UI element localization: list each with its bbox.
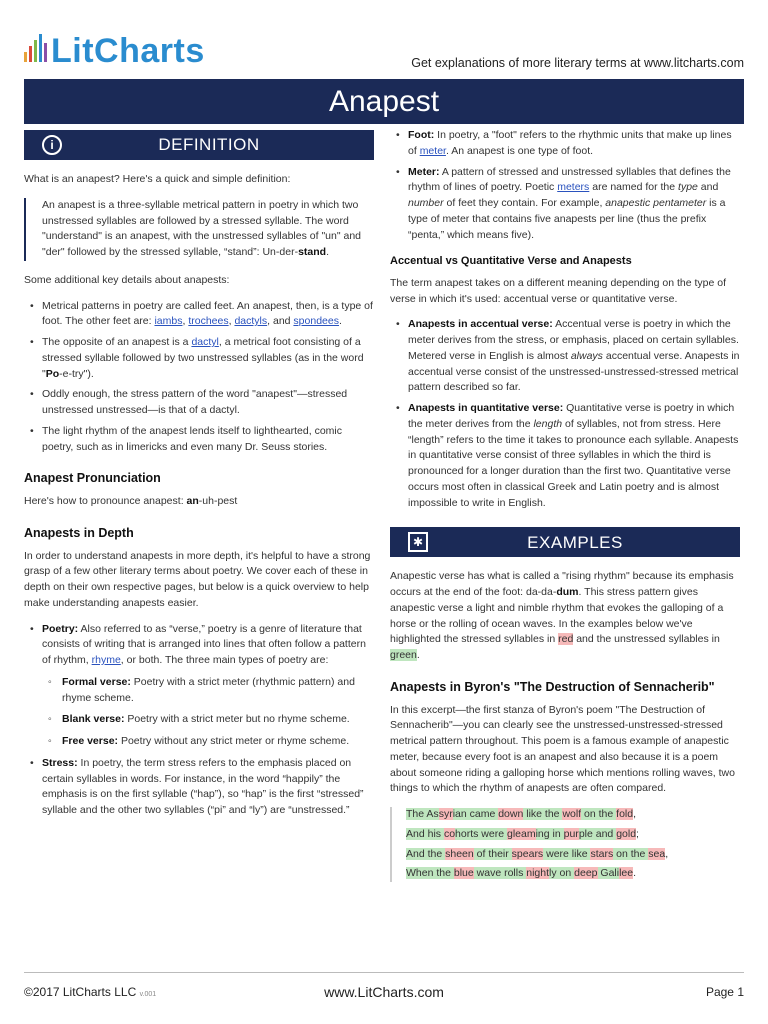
list-item: • Meter: A pattern of stressed and unstressed syllables that defines the rhythm of lines of poetry. Poetic meters are named for the type and number of feet they contain. For example, anapestic pentameter is a type of meter that contains five anapests per line (thus the prefix “penta,” which means five). [390,165,740,244]
accentual-list [390,317,740,511]
depth-list-continued [390,128,740,243]
punctuation: , [633,808,637,820]
byron-poem-excerpt [390,807,740,882]
key-details-list [24,299,374,456]
dactyls-link[interactable]: dactyls [234,315,268,328]
poem-line [406,866,740,882]
pronunciation-heading: Anapest Pronunciation [24,471,161,486]
stressed-syllable: co [443,827,456,840]
stressed-syllable: sea [648,847,666,860]
list-item: • Foot: In poetry, a "foot" refers to the rhythmic units that make up lines of meter. An anapest is one type of foot. [390,128,740,160]
unstressed-syllable: ly on [549,867,575,880]
list-item: • Poetry: Also referred to as “verse,” poetry is a genre of literature that consists of writing that is arranged into lines that often follow a pattern of rhythm, rhyme, or both. The three main types of poetry are: ◦ Formal verse: Poetry with a strict meter (rhythmic pattern) and rhyme scheme. ◦ Blank verse: Poetry with a strict meter but no rhyme scheme. ◦ Free verse: Poetry without any strict meter or rhyme scheme. [24,622,374,750]
unstressed-syllable: And the [406,847,446,860]
info-icon: i [42,135,62,155]
stressed-syllable: spears [511,847,544,860]
unstressed-syllable: The As [406,808,439,820]
unstressed-syllable: When the [406,867,454,880]
header-tagline: Get explanations of more literary terms at www.litcharts.com [411,56,744,70]
unstressed-syllable: like the [523,808,563,820]
footer-site-link[interactable]: www.LitCharts.com [324,984,444,1000]
dactyl-link[interactable]: dactyl [191,336,219,348]
verse-types-list [42,675,374,750]
stressed-syllable: lee [619,867,634,880]
page-header [24,30,744,74]
meter-link[interactable]: meter [419,144,446,157]
unstressed-syllable: ple and [578,827,617,840]
unstressed-syllable: horts were [455,827,507,840]
poem-line [406,827,740,843]
stressed-syllable: fold [616,808,634,820]
unstressed-syllable: ing in [535,827,564,840]
logo-bars-icon [24,34,47,62]
accentual-heading: Accentual vs Quantitative Verse and Anapests [390,255,632,268]
unstressed-syllable: on the [613,847,649,860]
unstressed-syllable: Gali [597,867,620,880]
accentual-intro: The term anapest takes on a different meaning depending on the type of verse in which it's used: accentual verse or quantitative verse. [390,276,727,305]
list-item: • Anapests in accentual verse: Accentual verse is poetry in which the meter derives from the stress, or emphasis, placed on certain syllables. Metered verse in English is almost always accentual verse. Anapests in accentual verse consist of the unstressed-unstressed-stressed metrical pattern described so far. [390,317,740,396]
definition-intro: What is an anapest? Here's a quick and simple definition: [24,173,291,185]
depth-intro: In order to understand anapests in more depth, it's helpful to have a strong grasp of a few other literary terms about poetry. We cover each of these in depth on their own respective pages, but below is a quick overview to help make understanding anapests easier. [24,549,371,609]
title-bar [24,79,744,124]
punctuation: ; [636,827,639,840]
stressed-syllable: pur [563,827,579,840]
unstressed-syllable: on the [581,808,617,820]
right-column [390,128,740,886]
trochees-link[interactable]: trochees [188,315,229,328]
stressed-syllable: sheen [445,847,474,860]
byron-text: In this excerpt—the first stanza of Byron's poem "The Destruction of Sennacherib"—you can clearly see the unstressed-unstressed-stressed metrical pattern throughout. This poem is a famous example of anapestic meter, because every foot is an anapest and also because it is a poem about someone riding a galloping horse which mentions rolling waves, two things to which the rhythm of anapests are often compared. [390,703,735,795]
poem-line [406,847,740,863]
pronunciation-text: Here's how to pronounce anapest: an-uh-pest [24,495,238,507]
examples-section-bar [390,527,740,557]
unstressed-syllable: wave rolls [473,867,527,880]
list-item: • The light rhythm of the anapest lends itself to lighthearted, comic poetry, such as in limericks and even many Dr. Seuss stories. [24,424,374,456]
version-label: v.001 [139,991,157,998]
stressed-syllable: wolf [562,808,582,820]
stressed-syllable: gold [616,827,637,840]
asterisk-icon: ✱ [408,532,428,552]
depth-list [24,622,374,819]
spondees-link[interactable]: spondees [293,315,339,328]
byron-heading: Anapests in Byron's "The Destruction of Sennacherib" [390,679,715,694]
punctuation: . [633,867,637,880]
meters-link[interactable]: meters [557,181,590,194]
stressed-syllable: down [498,808,524,820]
litcharts-logo[interactable] [24,34,205,68]
depth-heading: Anapests in Depth [24,525,134,540]
list-item: ◦ Blank verse: Poetry with a strict meter but no rhyme scheme. [42,712,374,728]
page-number: Page 1 [705,985,744,999]
unstressed-syllable: ian came [452,808,499,820]
stressed-syllable: gleam [506,827,536,840]
punctuation: , [665,847,669,860]
stressed-syllable: syr [438,808,453,820]
list-item: ◦ Free verse: Poetry without any strict meter or rhyme scheme. [42,734,374,750]
list-item: • Anapests in quantitative verse: Quantitative verse is poetry in which the meter derives from the length of syllables, not from stress. Here “length” refers to the time it takes to pronounce each syllable. Anapests in quantitative verse consist of three syllables in which the third is pronounced for a longer duration than the first two. Quantitative verse occurs most often in classical Greek and Latin poetry and is almost impossible to write in English. [390,401,740,511]
stressed-syllable: blue [453,867,474,880]
list-item: • Oddly enough, the stress pattern of the word "anapest"—stressed unstressed unstressed—is that of a dactyl. [24,387,374,419]
iambs-link[interactable]: iambs [154,315,183,328]
unstressed-syllable: of their [473,847,512,860]
examples-heading: EXAMPLES [527,532,623,552]
stressed-syllable: stars [590,847,614,860]
unstressed-syllable: were like [543,847,591,860]
unstressed-syllable: And his [406,827,444,840]
page-title: Anapest [328,84,440,118]
left-column [24,130,374,829]
list-item: • Metrical patterns in poetry are called feet. An anapest, then, is a type of foot. The other feet are: iambs, trochees, dactyls, and spondees. [24,299,374,331]
examples-intro: Anapestic verse has what is called a "rising rhythm" because its emphasis occurs at the end of the foot: da-da-dum. This stress pattern gives anapestic verse a light and nimble rhythm that evokes the galloping of a horse or the rolling of ocean waves. In the examples below we've highlighted the stressed syllables in red and the unstressed syllables in green. [390,570,734,661]
stressed-syllable: deep [574,867,598,880]
page-footer [24,972,744,1012]
copyright: ©2017 LitCharts LLC v.001 [24,985,157,999]
list-item: • The opposite of an anapest is a dactyl, a metrical foot consisting of a stressed syllable followed by two unstressed syllables (as in the word "Po-e-try"). [24,335,374,382]
logo-text: LitCharts [51,32,205,70]
definition-section-bar [24,130,374,160]
definition-quote: An anapest is a three-syllable metrical pattern in poetry in which two unstressed syllables are followed by a stressed syllable. The word "understand" is an anapest, with the unstressed syllables of "un" and "der" followed by the stressed syllable, “stand”: Un-der-stand. [24,198,374,261]
rhyme-link[interactable]: rhyme [91,654,121,666]
list-item: ◦ Formal verse: Poetry with a strict meter (rhythmic pattern) and rhyme scheme. [42,675,374,707]
key-details-intro: Some additional key details about anapests: [24,273,230,286]
definition-heading: DEFINITION [158,135,260,155]
stressed-syllable: night [526,867,550,880]
poem-line [406,807,740,823]
list-item: • Stress: In poetry, the term stress refers to the emphasis placed on certain syllables in words. For instance, in the word “happily” the emphasis is on the first syllable (“hap”), so “hap” is the first “stressed” syllable and the other two syllables (“pi” and “ly”) are “unstressed.” [24,756,374,819]
